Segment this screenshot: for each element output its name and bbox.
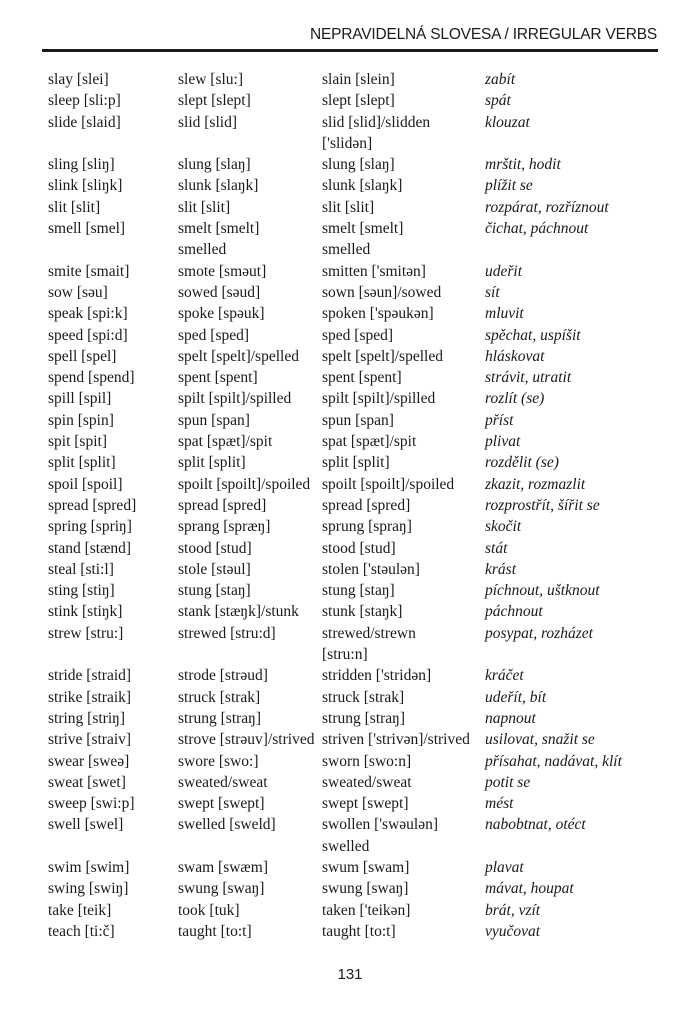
verb-participle: slung [slaŋ] bbox=[322, 156, 395, 174]
verb-meaning: strávit, utratit bbox=[485, 369, 572, 387]
verb-past: spoilt [spoilt]/spoiled bbox=[178, 475, 311, 493]
verb-infinitive: sow [səu] bbox=[48, 283, 108, 301]
verb-past: smote [sməut] bbox=[178, 262, 267, 280]
verb-row bbox=[48, 154, 680, 175]
verb-row bbox=[48, 601, 680, 622]
verb-meaning: posypat, rozházet bbox=[485, 624, 593, 642]
verb-infinitive: spell [spel] bbox=[48, 347, 117, 365]
verb-row bbox=[48, 687, 680, 708]
verb-past: slung [slaŋ] bbox=[178, 156, 251, 174]
verb-meaning: krást bbox=[485, 560, 516, 578]
verb-meaning: zabít bbox=[485, 71, 516, 88]
verb-meaning: spěchat, uspíšit bbox=[485, 326, 581, 344]
verb-infinitive: stride [straid] bbox=[48, 667, 132, 685]
verb-infinitive: spill [spil] bbox=[48, 390, 112, 408]
verb-meaning: mávat, houpat bbox=[485, 880, 574, 898]
verb-infinitive: spread [spred] bbox=[48, 496, 137, 514]
verb-participle: striven ['strivən]/strived bbox=[322, 731, 470, 749]
verb-past: split [split] bbox=[178, 454, 246, 472]
verb-infinitive: split [split] bbox=[48, 454, 116, 472]
verb-past: stole [stəul] bbox=[178, 560, 251, 578]
verb-row bbox=[48, 772, 680, 793]
verb-meaning: příst bbox=[485, 411, 514, 429]
verb-past: slid [slid] bbox=[178, 113, 237, 131]
verb-row bbox=[48, 751, 680, 772]
verb-row bbox=[48, 857, 680, 878]
verb-meaning: potit se bbox=[485, 773, 531, 791]
verb-participle: taken ['teikən] bbox=[322, 901, 411, 919]
verb-row bbox=[48, 346, 680, 367]
verb-meaning: udeřít, bít bbox=[485, 688, 547, 706]
verb-infinitive: sleep [sli:p] bbox=[48, 92, 121, 110]
verb-infinitive: sling [sliŋ] bbox=[48, 156, 115, 174]
verb-row bbox=[48, 431, 680, 452]
verb-past: slept [slept] bbox=[178, 92, 251, 110]
verb-past: taught [to:t] bbox=[178, 922, 252, 940]
verb-participle: spent [spent] bbox=[322, 369, 402, 387]
verb-row bbox=[48, 474, 680, 495]
verb-participle: spilt [spilt]/spilled bbox=[322, 390, 436, 408]
verb-infinitive: swing [swiŋ] bbox=[48, 880, 129, 898]
verb-past: smelt [smelt] smelled bbox=[178, 220, 260, 259]
verb-meaning: skočit bbox=[485, 518, 522, 536]
verb-past: stood [stud] bbox=[178, 539, 252, 557]
verb-participle: swung [swaŋ] bbox=[322, 880, 409, 898]
verb-row bbox=[48, 197, 680, 218]
verb-infinitive: stink [stiŋk] bbox=[48, 603, 123, 621]
verb-past: sweated/sweat bbox=[178, 773, 268, 791]
verb-row bbox=[48, 69, 680, 90]
verb-infinitive: spin [spin] bbox=[48, 411, 114, 429]
verb-row bbox=[48, 559, 680, 580]
verb-participle: sown [səun]/sowed bbox=[322, 283, 442, 301]
verb-participle: spoken ['spəukən] bbox=[322, 305, 434, 323]
verb-infinitive: sweat [swet] bbox=[48, 773, 126, 791]
verb-meaning: brát, vzít bbox=[485, 901, 541, 919]
verb-participle: slain [slein] bbox=[322, 71, 395, 88]
verb-infinitive: slink [sliŋk] bbox=[48, 177, 123, 195]
verb-infinitive: swear [sweə] bbox=[48, 752, 130, 770]
verb-row bbox=[48, 325, 680, 346]
verb-row bbox=[48, 175, 680, 196]
verb-meaning: rozdělit (se) bbox=[485, 454, 559, 472]
verb-past: swung [swaŋ] bbox=[178, 880, 265, 898]
verb-infinitive: speak [spi:k] bbox=[48, 305, 128, 323]
verb-past: spoke [spəuk] bbox=[178, 305, 265, 323]
verb-participle: spoilt [spoilt]/spoiled bbox=[322, 475, 455, 493]
verb-participle: swept [swept] bbox=[322, 795, 409, 813]
verb-row bbox=[48, 452, 680, 473]
verb-infinitive: strive [straiv] bbox=[48, 731, 132, 749]
verb-meaning: rozlít (se) bbox=[485, 390, 545, 408]
verb-past: spent [spent] bbox=[178, 369, 258, 387]
verb-past: strode [strəud] bbox=[178, 667, 268, 685]
verb-row bbox=[48, 580, 680, 601]
verb-infinitive: steal [sti:l] bbox=[48, 560, 114, 578]
verb-meaning: udeřit bbox=[485, 262, 523, 280]
verb-meaning: zkazit, rozmazlit bbox=[485, 475, 586, 493]
verb-participle: stung [staŋ] bbox=[322, 582, 395, 600]
verb-infinitive: swim [swim] bbox=[48, 858, 130, 876]
verb-past: strung [straŋ] bbox=[178, 709, 261, 727]
verb-past: swept [swept] bbox=[178, 795, 265, 813]
verb-past: sprang [spræŋ] bbox=[178, 518, 271, 536]
verb-participle: sworn [swo:n] bbox=[322, 752, 412, 770]
verb-participle: swollen ['swəulən] swelled bbox=[322, 816, 439, 855]
verb-infinitive: stand [stænd] bbox=[48, 539, 132, 557]
header-rule bbox=[42, 49, 658, 52]
verb-row bbox=[48, 729, 680, 750]
verb-row bbox=[48, 90, 680, 111]
verb-meaning: klouzat bbox=[485, 113, 530, 131]
page-number: 131 bbox=[337, 966, 363, 983]
verb-row bbox=[48, 218, 680, 261]
verb-row bbox=[48, 538, 680, 559]
verb-row bbox=[48, 112, 680, 155]
verb-row bbox=[48, 282, 680, 303]
verb-meaning: spát bbox=[485, 92, 511, 110]
verb-past: strove [strəuv]/strived bbox=[178, 731, 315, 749]
verb-participle: stridden ['stridən] bbox=[322, 667, 432, 685]
verb-infinitive: sweep [swi:p] bbox=[48, 795, 135, 813]
verb-past: struck [strak] bbox=[178, 688, 261, 706]
verb-meaning: nabobtnat, otéct bbox=[485, 816, 586, 834]
verb-participle: sprung [spraŋ] bbox=[322, 518, 412, 536]
verb-infinitive: spring [spriŋ] bbox=[48, 518, 132, 536]
verb-infinitive: teach [ti:č] bbox=[48, 922, 115, 940]
verb-row bbox=[48, 367, 680, 388]
verb-infinitive: smell [smel] bbox=[48, 220, 126, 238]
verb-row bbox=[48, 303, 680, 324]
verb-meaning: napnout bbox=[485, 709, 536, 727]
verb-participle: split [split] bbox=[322, 454, 390, 472]
verb-table bbox=[48, 69, 680, 942]
verb-past: swam [swæm] bbox=[178, 858, 268, 876]
verb-past: swore [swo:] bbox=[178, 752, 259, 770]
verb-past: slew [slu:] bbox=[178, 71, 244, 88]
verb-participle: spat [spæt]/spit bbox=[322, 433, 417, 451]
verb-participle: spun [span] bbox=[322, 411, 394, 429]
verb-meaning: páchnout bbox=[485, 603, 543, 621]
verb-infinitive: spoil [spoil] bbox=[48, 475, 123, 493]
verb-participle: strung [straŋ] bbox=[322, 709, 405, 727]
verb-infinitive: take [teik] bbox=[48, 901, 112, 919]
verb-past: strewed [stru:d] bbox=[178, 624, 276, 642]
verb-row bbox=[48, 878, 680, 899]
verb-row bbox=[48, 708, 680, 729]
verb-participle: spread [spred] bbox=[322, 496, 411, 514]
verb-past: stung [staŋ] bbox=[178, 582, 251, 600]
verb-row bbox=[48, 814, 680, 857]
verb-meaning: rozpárat, rozříznout bbox=[485, 198, 609, 216]
verb-infinitive: swell [swel] bbox=[48, 816, 124, 834]
verb-participle: strewed/strewn [stru:n] bbox=[322, 624, 416, 664]
verb-participle: slid [slid]/slidden ['slidən] bbox=[322, 113, 431, 152]
verb-past: slunk [slaŋk] bbox=[178, 177, 259, 195]
verb-participle: swum [swam] bbox=[322, 858, 410, 876]
verb-past: sped [sped] bbox=[178, 326, 250, 344]
verb-row bbox=[48, 921, 680, 942]
verb-meaning: vyučovat bbox=[485, 922, 541, 940]
verb-past: stank [stæŋk]/stunk bbox=[178, 603, 299, 621]
verb-past: spilt [spilt]/spilled bbox=[178, 390, 292, 408]
verb-meaning: usilovat, snažit se bbox=[485, 731, 595, 749]
page-header-title: NEPRAVIDELNÁ SLOVESA / IRREGULAR VERBS bbox=[309, 26, 657, 43]
verb-meaning: kráčet bbox=[485, 667, 524, 685]
verb-past: spread [spred] bbox=[178, 496, 267, 514]
verb-row bbox=[48, 261, 680, 282]
verb-participle: sped [sped] bbox=[322, 326, 394, 344]
verb-participle: slunk [slaŋk] bbox=[322, 177, 403, 195]
verb-past: spun [span] bbox=[178, 411, 250, 429]
verb-row bbox=[48, 388, 680, 409]
verb-past: sowed [səud] bbox=[178, 283, 261, 301]
verb-participle: stunk [staŋk] bbox=[322, 603, 403, 621]
verb-infinitive: smite [smait] bbox=[48, 262, 130, 280]
verb-meaning: stát bbox=[485, 539, 508, 557]
verb-meaning: čichat, páchnout bbox=[485, 220, 589, 238]
verb-participle: slept [slept] bbox=[322, 92, 395, 110]
verb-infinitive: spit [spit] bbox=[48, 433, 107, 451]
verb-infinitive: sting [stiŋ] bbox=[48, 582, 115, 600]
verb-past: took [tuk] bbox=[178, 901, 240, 919]
verb-row bbox=[48, 900, 680, 921]
verb-meaning: přísahat, nadávat, klít bbox=[485, 752, 622, 770]
verb-meaning: sít bbox=[485, 283, 500, 301]
verb-infinitive: strew [stru:] bbox=[48, 624, 124, 642]
verb-meaning: píchnout, uštknout bbox=[485, 582, 600, 600]
verb-participle: slit [slit] bbox=[322, 198, 375, 216]
verb-row bbox=[48, 623, 680, 666]
verb-meaning: mluvit bbox=[485, 305, 524, 323]
verb-past: spelt [spelt]/spelled bbox=[178, 347, 299, 365]
verb-past: swelled [sweld] bbox=[178, 816, 276, 834]
verb-row bbox=[48, 516, 680, 537]
verb-infinitive: string [striŋ] bbox=[48, 709, 125, 727]
verb-participle: struck [strak] bbox=[322, 688, 405, 706]
verb-infinitive: spend [spend] bbox=[48, 369, 135, 387]
verb-past: slit [slit] bbox=[178, 198, 231, 216]
verb-row bbox=[48, 495, 680, 516]
verb-infinitive: slay [slei] bbox=[48, 71, 109, 88]
verb-participle: stolen ['stəulən] bbox=[322, 560, 420, 578]
verb-meaning: hláskovat bbox=[485, 347, 545, 365]
verb-meaning: mrštit, hodit bbox=[485, 156, 561, 174]
verb-row bbox=[48, 410, 680, 431]
verb-participle: spelt [spelt]/spelled bbox=[322, 347, 443, 365]
verb-infinitive: strike [straik] bbox=[48, 688, 132, 706]
verb-meaning: rozprostřít, šířit se bbox=[485, 496, 600, 514]
verb-participle: smitten ['smitən] bbox=[322, 262, 426, 280]
verb-infinitive: slide [slaid] bbox=[48, 113, 121, 131]
verb-meaning: plížit se bbox=[485, 177, 533, 195]
verb-meaning: plavat bbox=[485, 858, 524, 876]
verb-participle: sweated/sweat bbox=[322, 773, 412, 791]
verb-row bbox=[48, 665, 680, 686]
verb-past: spat [spæt]/spit bbox=[178, 433, 273, 451]
verb-meaning: plivat bbox=[485, 433, 521, 451]
verb-participle: stood [stud] bbox=[322, 539, 396, 557]
verb-meaning: mést bbox=[485, 795, 514, 813]
verb-infinitive: speed [spi:d] bbox=[48, 326, 128, 344]
verb-participle: taught [to:t] bbox=[322, 922, 396, 940]
verb-infinitive: slit [slit] bbox=[48, 198, 101, 216]
verb-row bbox=[48, 793, 680, 814]
verb-participle: smelt [smelt] smelled bbox=[322, 220, 404, 259]
